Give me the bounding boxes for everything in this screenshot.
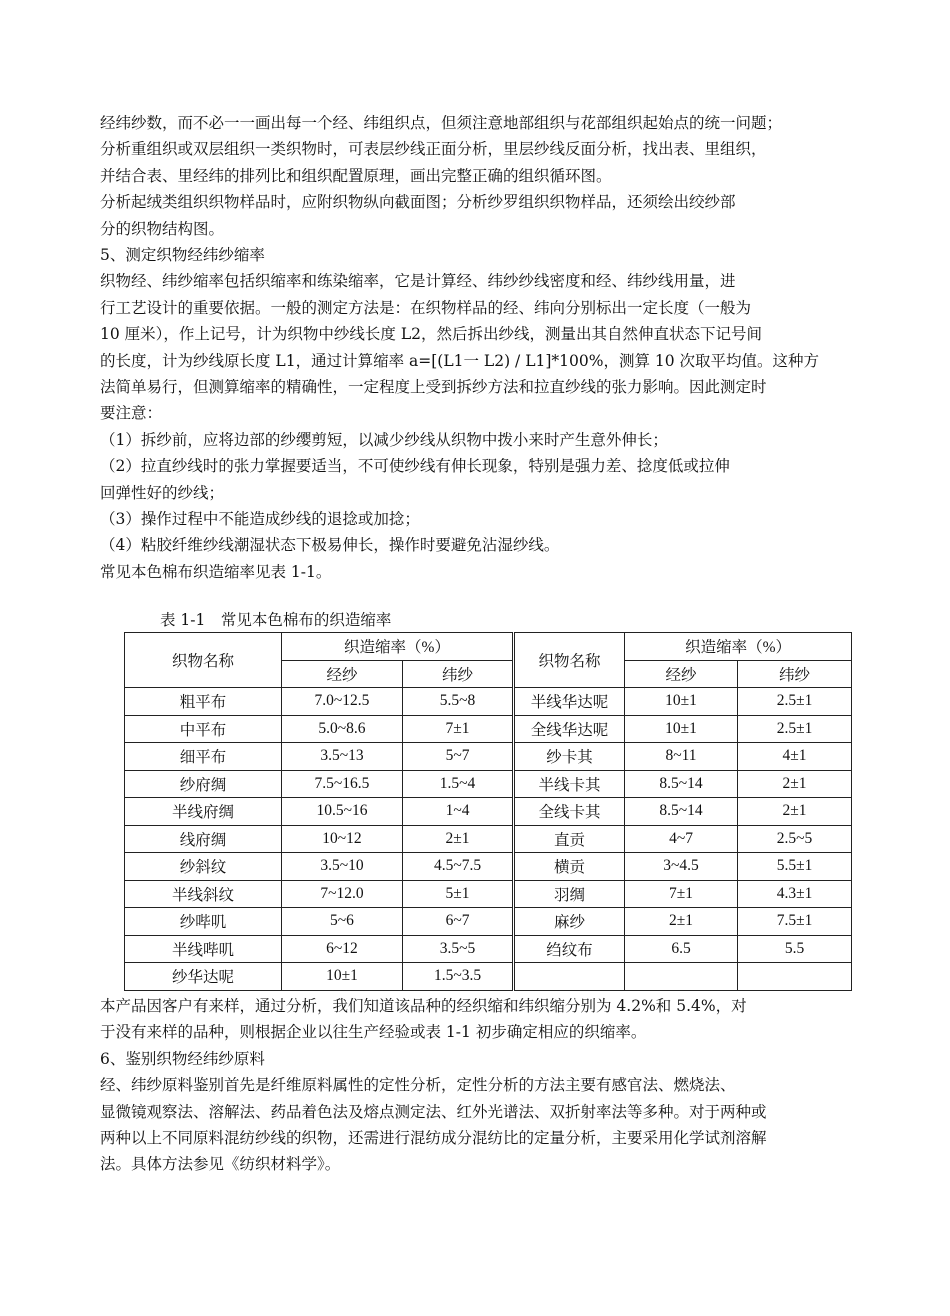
text-line: 经、纬纱原料鉴别首先是纤维原料属性的定性分析，定性分析的方法主要有感官法、燃烧法、 [100, 1076, 736, 1095]
text-line: 6、鉴别织物经纬纱原料 [100, 1049, 265, 1068]
weft-rate-cell: 4.3±1 [738, 880, 852, 908]
table-row [125, 880, 852, 908]
weft-rate-cell: 5.5~8 [403, 688, 514, 716]
text-line: 显微镜观察法、溶解法、药品着色法及熔点测定法、红外光谱法、双折射率法等多种。对于两种或 [100, 1102, 767, 1121]
text-line: 经纬纱数，而不必一一画出每一个经、纬组织点，但须注意地部组织与花部组织起始点的统一问题； [100, 114, 783, 132]
fabric-name-cell: 直贡 [514, 825, 625, 853]
warp-rate-cell: 3.5~10 [282, 853, 403, 881]
fabric-name-cell: 全线卡其 [514, 798, 625, 826]
weft-rate-cell: 5.5±1 [738, 853, 852, 881]
warp-rate-cell: 6.5 [625, 935, 738, 963]
text-line: （1）拆纱前，应将边部的纱缨剪短，以减少纱线从织物中拨小来时产生意外伸长； [100, 430, 668, 449]
text-line: 法。具体方法参见《纺织材料学》。 [100, 1155, 341, 1174]
text-line: 两种以上不同原料混纺纱线的织物，还需进行混纺成分混纺比的定量分析，主要采用化学试剂溶解 [100, 1129, 767, 1147]
fabric-name-cell: 半线卡其 [514, 770, 625, 798]
fabric-name-cell: 半线斜纹 [125, 880, 282, 908]
warp-rate-cell: 2±1 [625, 908, 738, 936]
header-weft: 纬纱 [738, 660, 852, 688]
text-line: 分析重组织或双层组织一类织物时，可表层纱线正面分析，里层纱线反面分析，找出表、里组织， [100, 140, 767, 159]
table-row [125, 798, 852, 826]
warp-rate-cell [625, 963, 738, 991]
fabric-name-cell: 中平布 [125, 715, 282, 743]
text-line: 织物经、纬纱缩率包括织缩率和练染缩率，它是计算经、纬纱纱线密度和经、纬纱线用量，进 [100, 272, 736, 291]
fabric-name-cell: 全线华达呢 [514, 715, 625, 743]
fabric-name-cell: 半线华达呢 [514, 688, 625, 716]
weft-rate-cell: 2±1 [738, 770, 852, 798]
weft-rate-cell: 2.5~5 [738, 825, 852, 853]
weft-rate-cell: 4.5~7.5 [403, 853, 514, 881]
table-row [125, 743, 852, 771]
warp-rate-cell: 7~12.0 [282, 880, 403, 908]
header-warp: 经纱 [625, 660, 738, 688]
text-line: 回弹性好的纱线； [100, 483, 225, 502]
warp-rate-cell: 4~7 [625, 825, 738, 853]
fabric-name-cell: 纱华达呢 [125, 963, 282, 991]
warp-rate-cell: 8~11 [625, 743, 738, 771]
warp-rate-cell: 7.5~16.5 [282, 770, 403, 798]
weft-rate-cell: 6~7 [403, 908, 514, 936]
fabric-name-cell: 纱哔叽 [125, 908, 282, 936]
weft-rate-cell: 5±1 [403, 880, 514, 908]
fabric-name-cell: 绉纹布 [514, 935, 625, 963]
shrinkage-rate-table [124, 632, 852, 991]
text-line: 的长度，计为纱线原长度 L1，通过计算缩率 a=[(L1一 L2) / L1]*100%，测算 10 次取平均值。这种方 [100, 351, 820, 370]
text-line: 10 厘米），作上记号，计为织物中纱线长度 L2，然后拆出纱线，测量出其自然伸直状态下记号间 [100, 325, 762, 344]
fabric-name-cell: 线府绸 [125, 825, 282, 853]
table-row [125, 853, 852, 881]
table-row [125, 770, 852, 798]
warp-rate-cell: 8.5~14 [625, 798, 738, 826]
weft-rate-cell: 4±1 [738, 743, 852, 771]
weft-rate-cell: 7.5±1 [738, 908, 852, 936]
weft-rate-cell: 5.5 [738, 935, 852, 963]
weft-rate-cell: 7±1 [403, 715, 514, 743]
header-fabric-name: 织物名称 [514, 633, 625, 688]
fabric-name-cell: 羽绸 [514, 880, 625, 908]
fabric-name-cell: 半线哔叽 [125, 935, 282, 963]
table-row [125, 908, 852, 936]
table-row [125, 825, 852, 853]
warp-rate-cell: 10±1 [625, 715, 738, 743]
warp-rate-cell: 5.0~8.6 [282, 715, 403, 743]
warp-rate-cell: 6~12 [282, 935, 403, 963]
header-weft: 纬纱 [403, 660, 514, 688]
weft-rate-cell: 1.5~3.5 [403, 963, 514, 991]
header-rate-group: 织造缩率（%） [625, 633, 852, 661]
text-line: （2）拉直纱线时的张力掌握要适当，不可使纱线有伸长现象，特别是强力差、捻度低或拉伸 [100, 457, 730, 476]
warp-rate-cell: 10±1 [625, 688, 738, 716]
text-line: 分析起绒类组织织物样品时，应附织物纵向截面图；分析纱罗组织织物样品，还须绘出绞纱部 [100, 193, 736, 212]
warp-rate-cell: 3~4.5 [625, 853, 738, 881]
text-line: （4）粘胶纤维纱线潮湿状态下极易伸长，操作时要避免沾湿纱线。 [100, 536, 560, 555]
fabric-name-cell: 纱府绸 [125, 770, 282, 798]
weft-rate-cell: 2.5±1 [738, 688, 852, 716]
warp-rate-cell: 7±1 [625, 880, 738, 908]
warp-rate-cell: 7.0~12.5 [282, 688, 403, 716]
text-line: 行工艺设计的重要依据。一般的测定方法是：在织物样品的经、纬向分别标出一定长度（一般为 [100, 298, 752, 317]
fabric-name-cell [514, 963, 625, 991]
text-line: 本产品因客户有来样，通过分析，我们知道该品种的经织缩和纬织缩分别为 4.2%和 5.4%，对 [100, 997, 747, 1015]
warp-rate-cell: 10±1 [282, 963, 403, 991]
fabric-name-cell: 半线府绸 [125, 798, 282, 826]
table-caption: 表 1-1 常见本色棉布的织造缩率 [160, 611, 392, 629]
text-line: 分的织物结构图。 [100, 219, 225, 238]
table-row [125, 688, 852, 716]
header-rate-group: 织造缩率（%） [282, 633, 514, 661]
text-line: 法简单易行，但测算缩率的精确性，一定程度上受到拆纱方法和拉直纱线的张力影响。因此测定时 [100, 378, 767, 396]
weft-rate-cell: 2±1 [738, 798, 852, 826]
table-row [125, 715, 852, 743]
warp-rate-cell: 5~6 [282, 908, 403, 936]
fabric-name-cell: 横贡 [514, 853, 625, 881]
table-header-row [125, 633, 852, 661]
text-line: （3）操作过程中不能造成纱线的退捻或加捻； [100, 510, 420, 528]
table-row [125, 935, 852, 963]
text-line: 要注意： [100, 404, 163, 423]
warp-rate-cell: 3.5~13 [282, 743, 403, 771]
weft-rate-cell: 1~4 [403, 798, 514, 826]
fabric-name-cell: 粗平布 [125, 688, 282, 716]
weft-rate-cell: 1.5~4 [403, 770, 514, 798]
weft-rate-cell: 3.5~5 [403, 935, 514, 963]
warp-rate-cell: 10.5~16 [282, 798, 403, 826]
weft-rate-cell [738, 963, 852, 991]
weft-rate-cell: 2±1 [403, 825, 514, 853]
header-fabric-name: 织物名称 [125, 633, 282, 688]
weft-rate-cell: 5~7 [403, 743, 514, 771]
text-line: 5、测定织物经纬纱缩率 [100, 246, 265, 264]
table-row [125, 963, 852, 991]
text-line: 于没有来样的品种，则根据企业以往生产经验或表 1-1 初步确定相应的织缩率。 [100, 1023, 647, 1042]
text-line: 常见本色棉布织造缩率见表 1-1。 [100, 562, 332, 581]
warp-rate-cell: 10~12 [282, 825, 403, 853]
fabric-name-cell: 纱斜纹 [125, 853, 282, 881]
fabric-name-cell: 纱卡其 [514, 743, 625, 771]
text-line: 并结合表、里经纬的排列比和组织配置原理，画出完整正确的组织循环图。 [100, 166, 612, 185]
weft-rate-cell: 2.5±1 [738, 715, 852, 743]
fabric-name-cell: 麻纱 [514, 908, 625, 936]
header-warp: 经纱 [282, 660, 403, 688]
warp-rate-cell: 8.5~14 [625, 770, 738, 798]
fabric-name-cell: 细平布 [125, 743, 282, 771]
